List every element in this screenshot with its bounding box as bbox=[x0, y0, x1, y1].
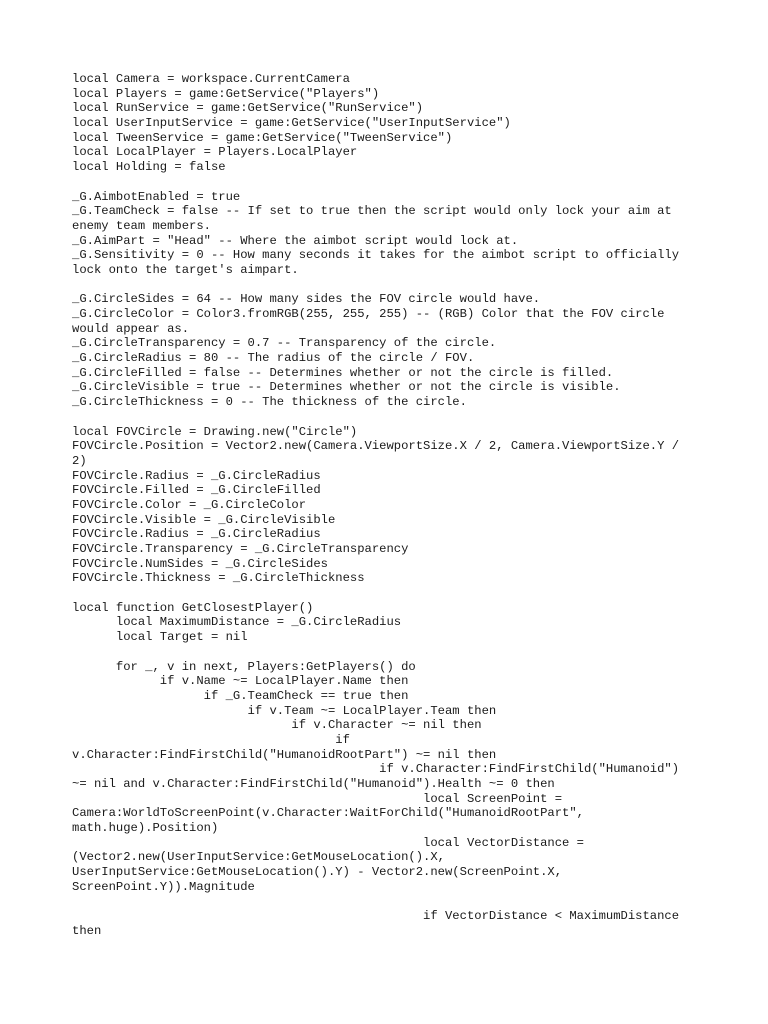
code-line: FOVCircle.Position = Vector2.new(Camera.ViewportSize.X / 2, Camera.ViewportSize.Y / bbox=[72, 439, 680, 454]
code-line: local Players = game:GetService("Players") bbox=[72, 86, 380, 101]
code-line: FOVCircle.Radius = _G.CircleRadius bbox=[72, 468, 321, 483]
code-line: FOVCircle.Radius = _G.CircleRadius bbox=[72, 527, 321, 542]
blank-line bbox=[72, 175, 702, 190]
code-line: local function GetClosestPlayer() bbox=[72, 600, 314, 615]
code-line: _G.TeamCheck = false -- If set to true then the script would only lock your aim at bbox=[72, 204, 672, 219]
code-line: FOVCircle.Color = _G.CircleColor bbox=[72, 497, 307, 512]
code-line: FOVCircle.Filled = _G.CircleFilled bbox=[72, 483, 321, 498]
code-line: local VectorDistance = bbox=[72, 835, 584, 850]
code-line: local MaximumDistance = _G.CircleRadius bbox=[72, 615, 402, 630]
code-line: if v.Name ~= LocalPlayer.Name then bbox=[72, 674, 409, 689]
code-line: enemy team members. bbox=[72, 218, 211, 233]
code-line: if v.Team ~= LocalPlayer.Team then bbox=[72, 703, 497, 718]
code-line: _G.CircleSides = 64 -- How many sides the FOV circle would have. bbox=[72, 292, 541, 307]
code-line: _G.CircleThickness = 0 -- The thickness of the circle. bbox=[72, 395, 467, 410]
blank-line bbox=[72, 895, 702, 910]
code-line: if v.Character:FindFirstChild("Humanoid") bbox=[72, 762, 680, 777]
code-line: Camera:WorldToScreenPoint(v.Character:WaitForChild("HumanoidRootPart", bbox=[72, 806, 584, 821]
blank-line bbox=[72, 278, 702, 293]
code-line: lock onto the target's aimpart. bbox=[72, 262, 299, 277]
code-line: _G.Sensitivity = 0 -- How many seconds it takes for the aimbot script to officially bbox=[72, 248, 680, 263]
code-line: FOVCircle.Transparency = _G.CircleTransparency bbox=[72, 542, 409, 556]
code-line: FOVCircle.NumSides = _G.CircleSides bbox=[72, 556, 328, 571]
blank-line bbox=[72, 410, 702, 425]
code-line: local RunService = game:GetService("RunService") bbox=[72, 101, 424, 116]
code-line: if _G.TeamCheck == true then bbox=[72, 688, 409, 703]
code-line: local Camera = workspace.CurrentCamera bbox=[72, 72, 350, 86]
code-line: for _, v in next, Players:GetPlayers() do bbox=[72, 659, 416, 674]
blank-line bbox=[72, 586, 702, 601]
code-listing bbox=[72, 72, 702, 939]
code-line: ScreenPoint.Y)).Magnitude bbox=[72, 879, 255, 894]
code-line: (Vector2.new(UserInputService:GetMouseLocation().X, bbox=[72, 850, 445, 865]
code-line: _G.AimbotEnabled = true bbox=[72, 189, 241, 204]
code-line: local LocalPlayer = Players.LocalPlayer bbox=[72, 145, 358, 160]
code-line: _G.CircleFilled = false -- Determines whether or not the circle is filled. bbox=[72, 365, 614, 380]
code-line: local ScreenPoint = bbox=[72, 791, 563, 806]
code-line: _G.AimPart = "Head" -- Where the aimbot script would lock at. bbox=[72, 233, 519, 248]
code-line: if VectorDistance < MaximumDistance bbox=[72, 909, 680, 924]
blank-line bbox=[72, 645, 702, 660]
code-line: v.Character:FindFirstChild("HumanoidRootPart") ~= nil then bbox=[72, 747, 497, 762]
code-line: FOVCircle.Thickness = _G.CircleThickness bbox=[72, 571, 365, 586]
code-line: ~= nil and v.Character:FindFirstChild("Humanoid").Health ~= 0 then bbox=[72, 777, 555, 791]
code-line: local UserInputService = game:GetService("UserInputService") bbox=[72, 116, 511, 131]
code-line: _G.CircleRadius = 80 -- The radius of the circle / FOV. bbox=[72, 351, 475, 366]
code-line: local Holding = false bbox=[72, 160, 226, 175]
code-line: local Target = nil bbox=[72, 630, 248, 645]
code-line: _G.CircleVisible = true -- Determines whether or not the circle is visible. bbox=[72, 380, 621, 395]
code-line: local TweenService = game:GetService("TweenService") bbox=[72, 130, 453, 145]
code-line: UserInputService:GetMouseLocation().Y) - Vector2.new(ScreenPoint.X, bbox=[72, 865, 563, 880]
code-line: would appear as. bbox=[72, 321, 190, 336]
code-line: if bbox=[72, 732, 350, 747]
code-line: FOVCircle.Visible = _G.CircleVisible bbox=[72, 512, 336, 527]
code-line: _G.CircleTransparency = 0.7 -- Transparency of the circle. bbox=[72, 336, 497, 351]
code-line: math.huge).Position) bbox=[72, 821, 219, 836]
code-line: then bbox=[72, 923, 102, 938]
code-line: local FOVCircle = Drawing.new("Circle") bbox=[72, 424, 358, 439]
code-line: _G.CircleColor = Color3.fromRGB(255, 255, 255) -- (RGB) Color that the FOV circle bbox=[72, 307, 665, 321]
code-line: 2) bbox=[72, 453, 87, 468]
code-line: if v.Character ~= nil then bbox=[72, 718, 482, 733]
